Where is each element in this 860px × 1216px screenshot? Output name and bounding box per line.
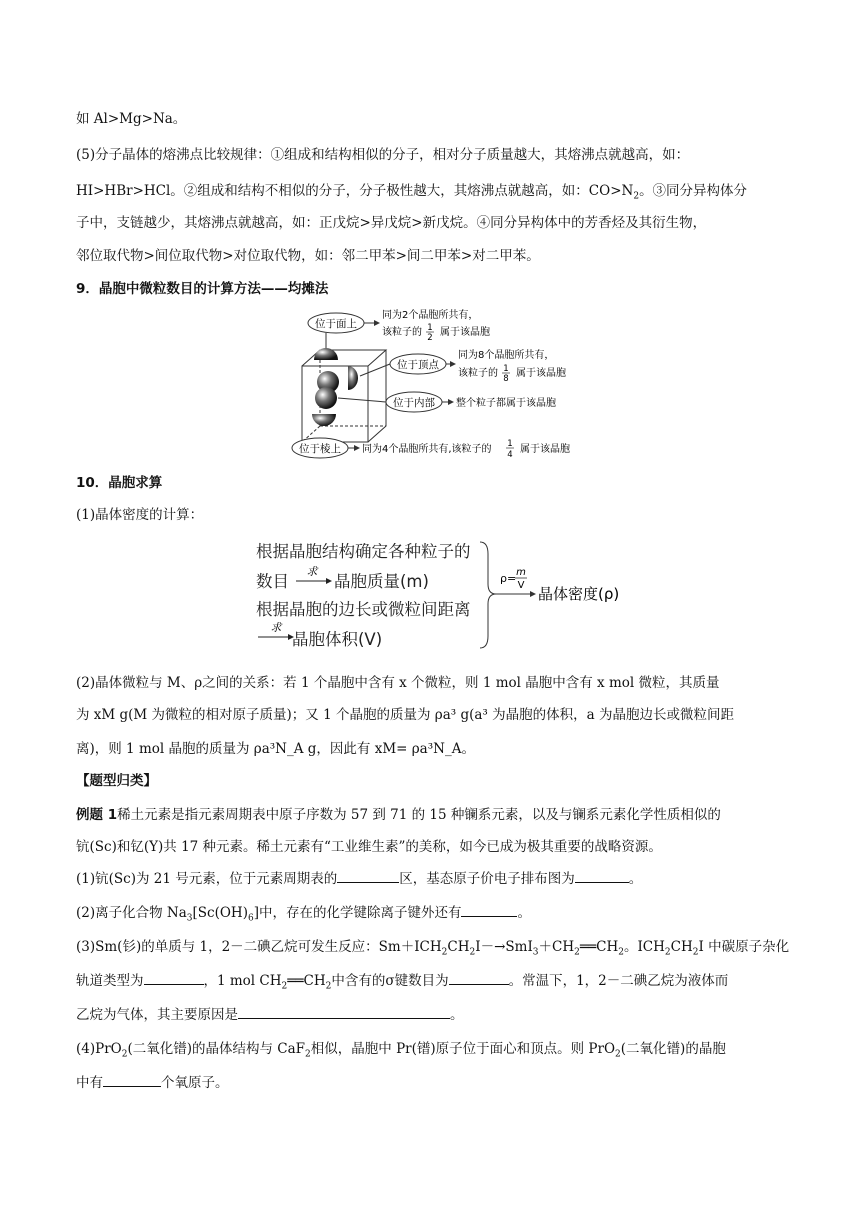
edge-sphere: [312, 414, 336, 426]
answer-blank[interactable]: [144, 972, 204, 985]
relation-line-2: 为 xM g(M 为微粒的相对原子质量)；又 1 个晶胞的质量为 ρa³ g(a³ 为晶胞的体积，a 为晶胞边长或微粒间距: [76, 707, 734, 723]
relation-line-1: (2)晶体微粒与 M、ρ之间的关系：若 1 个晶胞中含有 x 个微粒，则 1 mol 晶胞中含有 x mol 微粒，其质量: [76, 675, 720, 691]
text-line: HI>HBr>HCl。②组成和结构不相似的分子，分子极性越大，其熔沸点就越高，如：$CO>N_2$。③同分异构体分: [76, 183, 748, 202]
svg-text:ρ=: ρ=: [500, 572, 517, 585]
answer-blank[interactable]: [238, 1006, 450, 1019]
svg-text:求: 求: [270, 622, 282, 634]
svg-text:属于该晶胞: 属于该晶胞: [520, 444, 570, 455]
text-line: 如 Al>Mg>Na。: [76, 111, 187, 127]
inner-sphere: [315, 387, 337, 409]
question-3-line-1: (3)Sm(钐)的单质与 1，2－二碘乙烷可发生反应：$Sm+ICH_2CH_2I-\to SmI_3+CH_2══CH_2$。$ICH_2CH_2I$ 中碳原子杂化: [76, 939, 790, 958]
side-sphere: [348, 366, 358, 390]
svg-text:V: V: [517, 580, 525, 591]
svg-text:8: 8: [503, 374, 509, 384]
answer-blank[interactable]: [337, 870, 399, 883]
svg-text:同为8个晶胞所共有，: 同为8个晶胞所共有，: [458, 350, 555, 361]
text-line: 子中，支链越少，其熔沸点就越高，如：正戊烷>异戊烷>新戊烷。④同分异构体中的芳香烃及其衍生物，: [76, 215, 707, 231]
svg-text:位于面上: 位于面上: [315, 318, 357, 330]
svg-text:m: m: [516, 567, 526, 578]
svg-text:整个粒子都属于该晶胞: 整个粒子都属于该晶胞: [456, 398, 556, 409]
svg-text:位于顶点: 位于顶点: [397, 359, 439, 371]
text-line: 邻位取代物>间位取代物>对位取代物，如：邻二甲苯>间二甲苯>对二甲苯。: [76, 248, 540, 264]
flow-row-2-label: 数目: [256, 572, 289, 591]
svg-text:求: 求: [306, 566, 318, 578]
svg-text:1: 1: [503, 364, 509, 374]
svg-text:位于内部: 位于内部: [393, 397, 435, 409]
svg-text:2: 2: [427, 333, 433, 343]
svg-text:位于棱上: 位于棱上: [299, 443, 341, 455]
answer-blank[interactable]: [575, 870, 629, 883]
flow-row-3: 根据晶胞的边长或微粒间距离: [256, 600, 471, 619]
text-line: (5)分子晶体的熔沸点比较规律：①组成和结构相似的分子，相对分子质量越大，其熔沸点就越高，如：: [76, 147, 690, 163]
density-intro: (1)晶体密度的计算：: [76, 507, 204, 523]
flow-row-2-value: 晶胞质量(m): [334, 572, 429, 591]
unit-cell-figure: [290, 306, 610, 468]
question-2: (2)离子化合物 $Na_3[Sc(OH)_6]$中，存在的化学键除离子键外还有 。: [76, 905, 531, 924]
question-4-line-2: 中有 个氧原子。: [76, 1075, 229, 1091]
answer-blank[interactable]: [449, 972, 509, 985]
question-3-line-3: 乙烷为气体，其主要原因是 。: [76, 1007, 464, 1023]
density-flow-diagram: [248, 536, 638, 656]
question-3-line-2: 轨道类型为 ，1 mol $CH_2══CH_2$中含有的σ键数目为 。常温下，1，2－二碘乙烷为液体而: [76, 973, 729, 992]
flow-row-4: 晶胞体积(V): [292, 630, 383, 649]
relation-line-3: 离)，则 1 mol 晶胞的质量为 ρa³N_A g，因此有 xM= ρa³N_A。: [76, 741, 475, 757]
svg-text:1: 1: [427, 323, 433, 333]
flow-row-1: 根据晶胞结构确定各种粒子的: [256, 542, 471, 561]
answer-blank[interactable]: [103, 1074, 161, 1087]
svg-text:该粒子的: 该粒子的: [382, 327, 422, 338]
svg-text:晶体密度(ρ): 晶体密度(ρ): [538, 585, 620, 603]
svg-text:1: 1: [507, 439, 513, 449]
svg-text:同为2个晶胞所共有，: 同为2个晶胞所共有，: [382, 310, 479, 321]
section-heading-9: 9．晶胞中微粒数目的计算方法——均摊法: [76, 281, 329, 297]
svg-text:4: 4: [507, 450, 513, 460]
question-4-line-1: (4)PrO$_2$(二氧化镨)的晶体结构与 CaF$_2$相似，晶胞中 Pr(镨)原子位于面心和顶点。则 PrO$_2$(二氧化镨)的晶胞: [76, 1041, 726, 1060]
answer-blank[interactable]: [461, 904, 517, 917]
cube-outline: [302, 350, 386, 442]
example-para-2: 钪(Sc)和钇(Y)共 17 种元素。稀土元素有“工业维生素”的美称，如今已成为极其重要的战略资源。: [76, 839, 662, 855]
section-heading-10: 10．晶胞求算: [76, 475, 163, 491]
example-para-1: 例题 1稀土元素是指元素周期表中原子序数为 57 到 71 的 15 种镧系元素，以及与镧系元素化学性质相似的: [76, 807, 721, 823]
types-heading: 【题型归类】: [76, 773, 157, 789]
svg-text:属于该晶胞: 属于该晶胞: [440, 327, 490, 338]
question-1: (1)钪(Sc)为 21 号元素，位于元素周期表的 区，基态原子价电子排布图为 。: [76, 871, 643, 887]
svg-text:同为4个晶胞所共有,该粒子的: 同为4个晶胞所共有,该粒子的: [362, 444, 492, 455]
svg-text:属于该晶胞: 属于该晶胞: [516, 368, 566, 379]
svg-text:该粒子的: 该粒子的: [458, 368, 498, 379]
